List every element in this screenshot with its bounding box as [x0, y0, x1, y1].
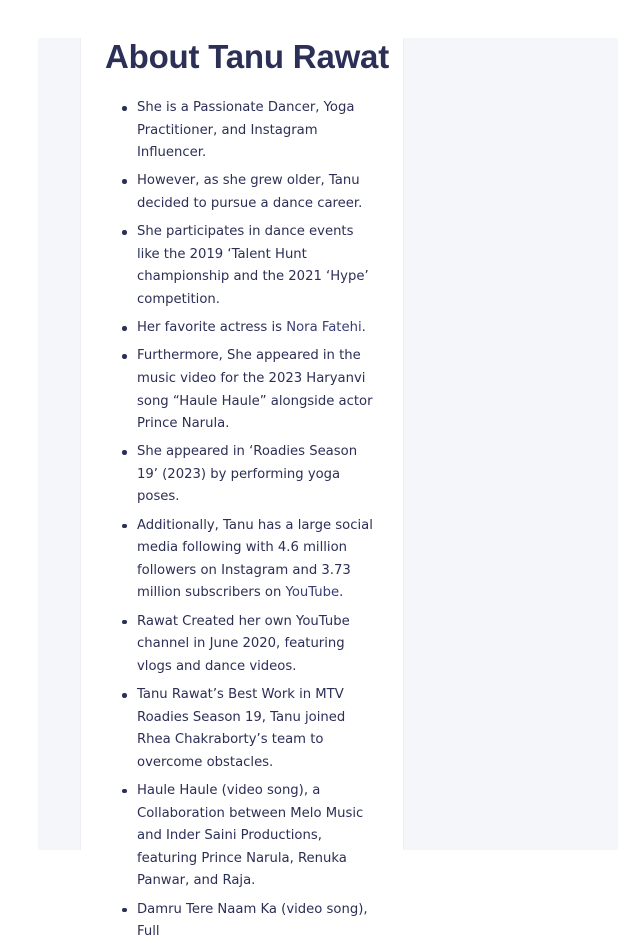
list-item	[119, 317, 379, 340]
list-item: Rawat Created her own YouTube channel in June 2020, featuring vlogs and dance videos.	[119, 611, 379, 679]
article-content	[80, 38, 404, 940]
list-item: She appeared in ‘Roadies Season 19’ (2023) by performing yoga poses.	[119, 441, 379, 509]
youtube-link[interactable]: YouTube	[285, 585, 340, 601]
list-item: She is a Passionate Dancer, Yoga Practitioner, and Instagram Influencer.	[119, 97, 379, 165]
list-item: However, as she grew older, Tanu decided to pursue a dance career.	[119, 170, 379, 215]
list-item: She participates in dance events like the 2019 ‘Talent Hunt championship and the 2021 ‘Hype’ competition.	[119, 221, 379, 311]
nora-fatehi-link[interactable]: Nora Fatehi	[286, 320, 362, 336]
list-item: Tanu Rawat’s Best Work in MTV Roadies Season 19, Tanu joined Rhea Chakraborty’s team to overcome obstacles.	[119, 684, 379, 774]
list-item-text: .	[339, 585, 344, 601]
list-item-text: .	[361, 320, 366, 336]
list-item-text: Her favorite actress is	[137, 320, 287, 336]
list-item	[119, 515, 379, 605]
page-title: About Tanu Rawat	[105, 38, 390, 75]
list-item: Haule Haule (video song), a Collaboration between Melo Music and Inder Saini Productions, featuring Prince Narula, Renuka Panwar, and Raja.	[119, 780, 379, 893]
bullet-list	[119, 97, 379, 949]
list-item-text: Additionally, Tanu has a large social media following with 4.6 million followers on Instagram and 3.73 million subscribers on	[137, 517, 373, 601]
list-item: Furthermore, She appeared in the music video for the 2023 Haryanvi song “Haule Haule” alongside actor Prince Narula.	[119, 345, 379, 435]
list-item: Damru Tere Naam Ka (video song), Full	[119, 899, 379, 944]
